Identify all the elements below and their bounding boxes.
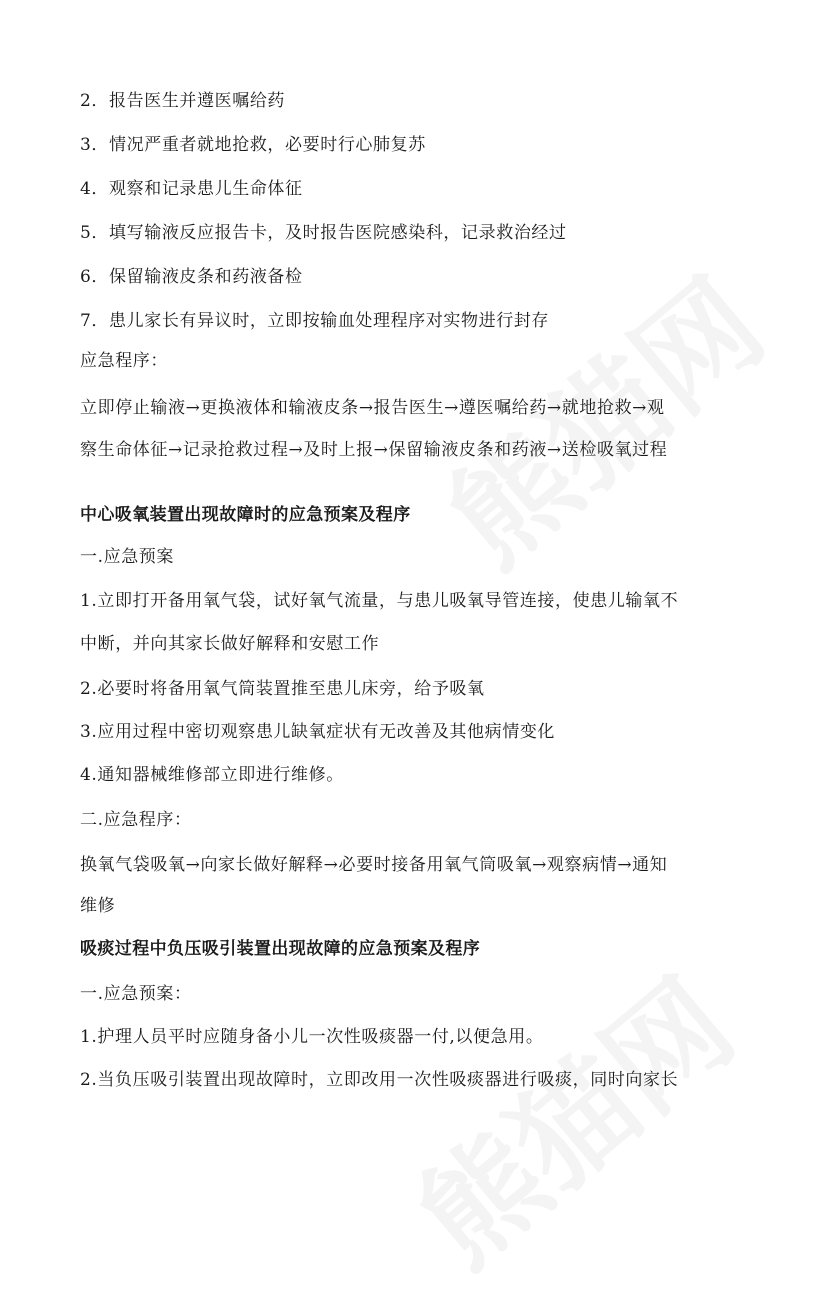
list-item: 4．观察和记录患儿生命体征 [80, 179, 303, 199]
plan-label: 一.应急预案： [80, 984, 192, 1004]
plan-line: 1.护理人员平时应随身备小儿一次性吸痰器一付,以便急用。 [80, 1027, 544, 1047]
procedure-line: 换氧气袋吸氧→向家长做好解释→必要时接备用氧气筒吸氧→观察病情→通知 [80, 855, 668, 875]
section-title: 吸痰过程中负压吸引装置出现故障的应急预案及程序 [80, 939, 481, 959]
list-item: 7．患儿家长有异议时，立即按输血处理程序对实物进行封存 [80, 311, 550, 331]
plan-line: 4.通知器械维修部立即进行维修。 [80, 765, 344, 785]
list-item: 6．保留输液皮条和药液备检 [80, 267, 303, 287]
plan-line: 1.立即打开备用氧气袋，试好氧气流量，与患儿吸氧导管连接，使患儿输氧不 [80, 591, 679, 611]
plan-line: 3.应用过程中密切观察患儿缺氧症状有无改善及其他病情变化 [80, 722, 556, 742]
procedure-line: 察生命体征→记录抢救过程→及时上报→保留输液皮条和药液→送检吸氧过程 [80, 440, 668, 460]
list-item: 2．报告医生并遵医嘱给药 [80, 91, 286, 111]
plan-line: 2.当负压吸引装置出现故障时，立即改用一次性吸痰器进行吸痰，同时向家长 [80, 1070, 679, 1090]
procedure-label: 应急程序： [80, 351, 168, 371]
procedure-label: 二.应急程序： [80, 810, 192, 830]
plan-label: 一.应急预案 [80, 547, 175, 567]
watermark [377, 934, 763, 1297]
list-item: 3．情况严重者就地抢救，必要时行心肺复苏 [80, 135, 426, 155]
section-title: 中心吸氧装置出现故障时的应急预案及程序 [80, 505, 411, 525]
plan-line: 2.必要时将备用氧气筒装置推至患儿床旁，给予吸氧 [80, 679, 485, 699]
procedure-line: 立即停止输液→更换液体和输液皮条→报告医生→遵医嘱给药→就地抢救→观 [80, 398, 665, 418]
procedure-line: 维修 [80, 896, 116, 916]
plan-line: 中断，并向其家长做好解释和安慰工作 [80, 634, 380, 654]
list-item: 5．填写输液反应报告卡，及时报告医院感染科，记录救治经过 [80, 223, 567, 243]
